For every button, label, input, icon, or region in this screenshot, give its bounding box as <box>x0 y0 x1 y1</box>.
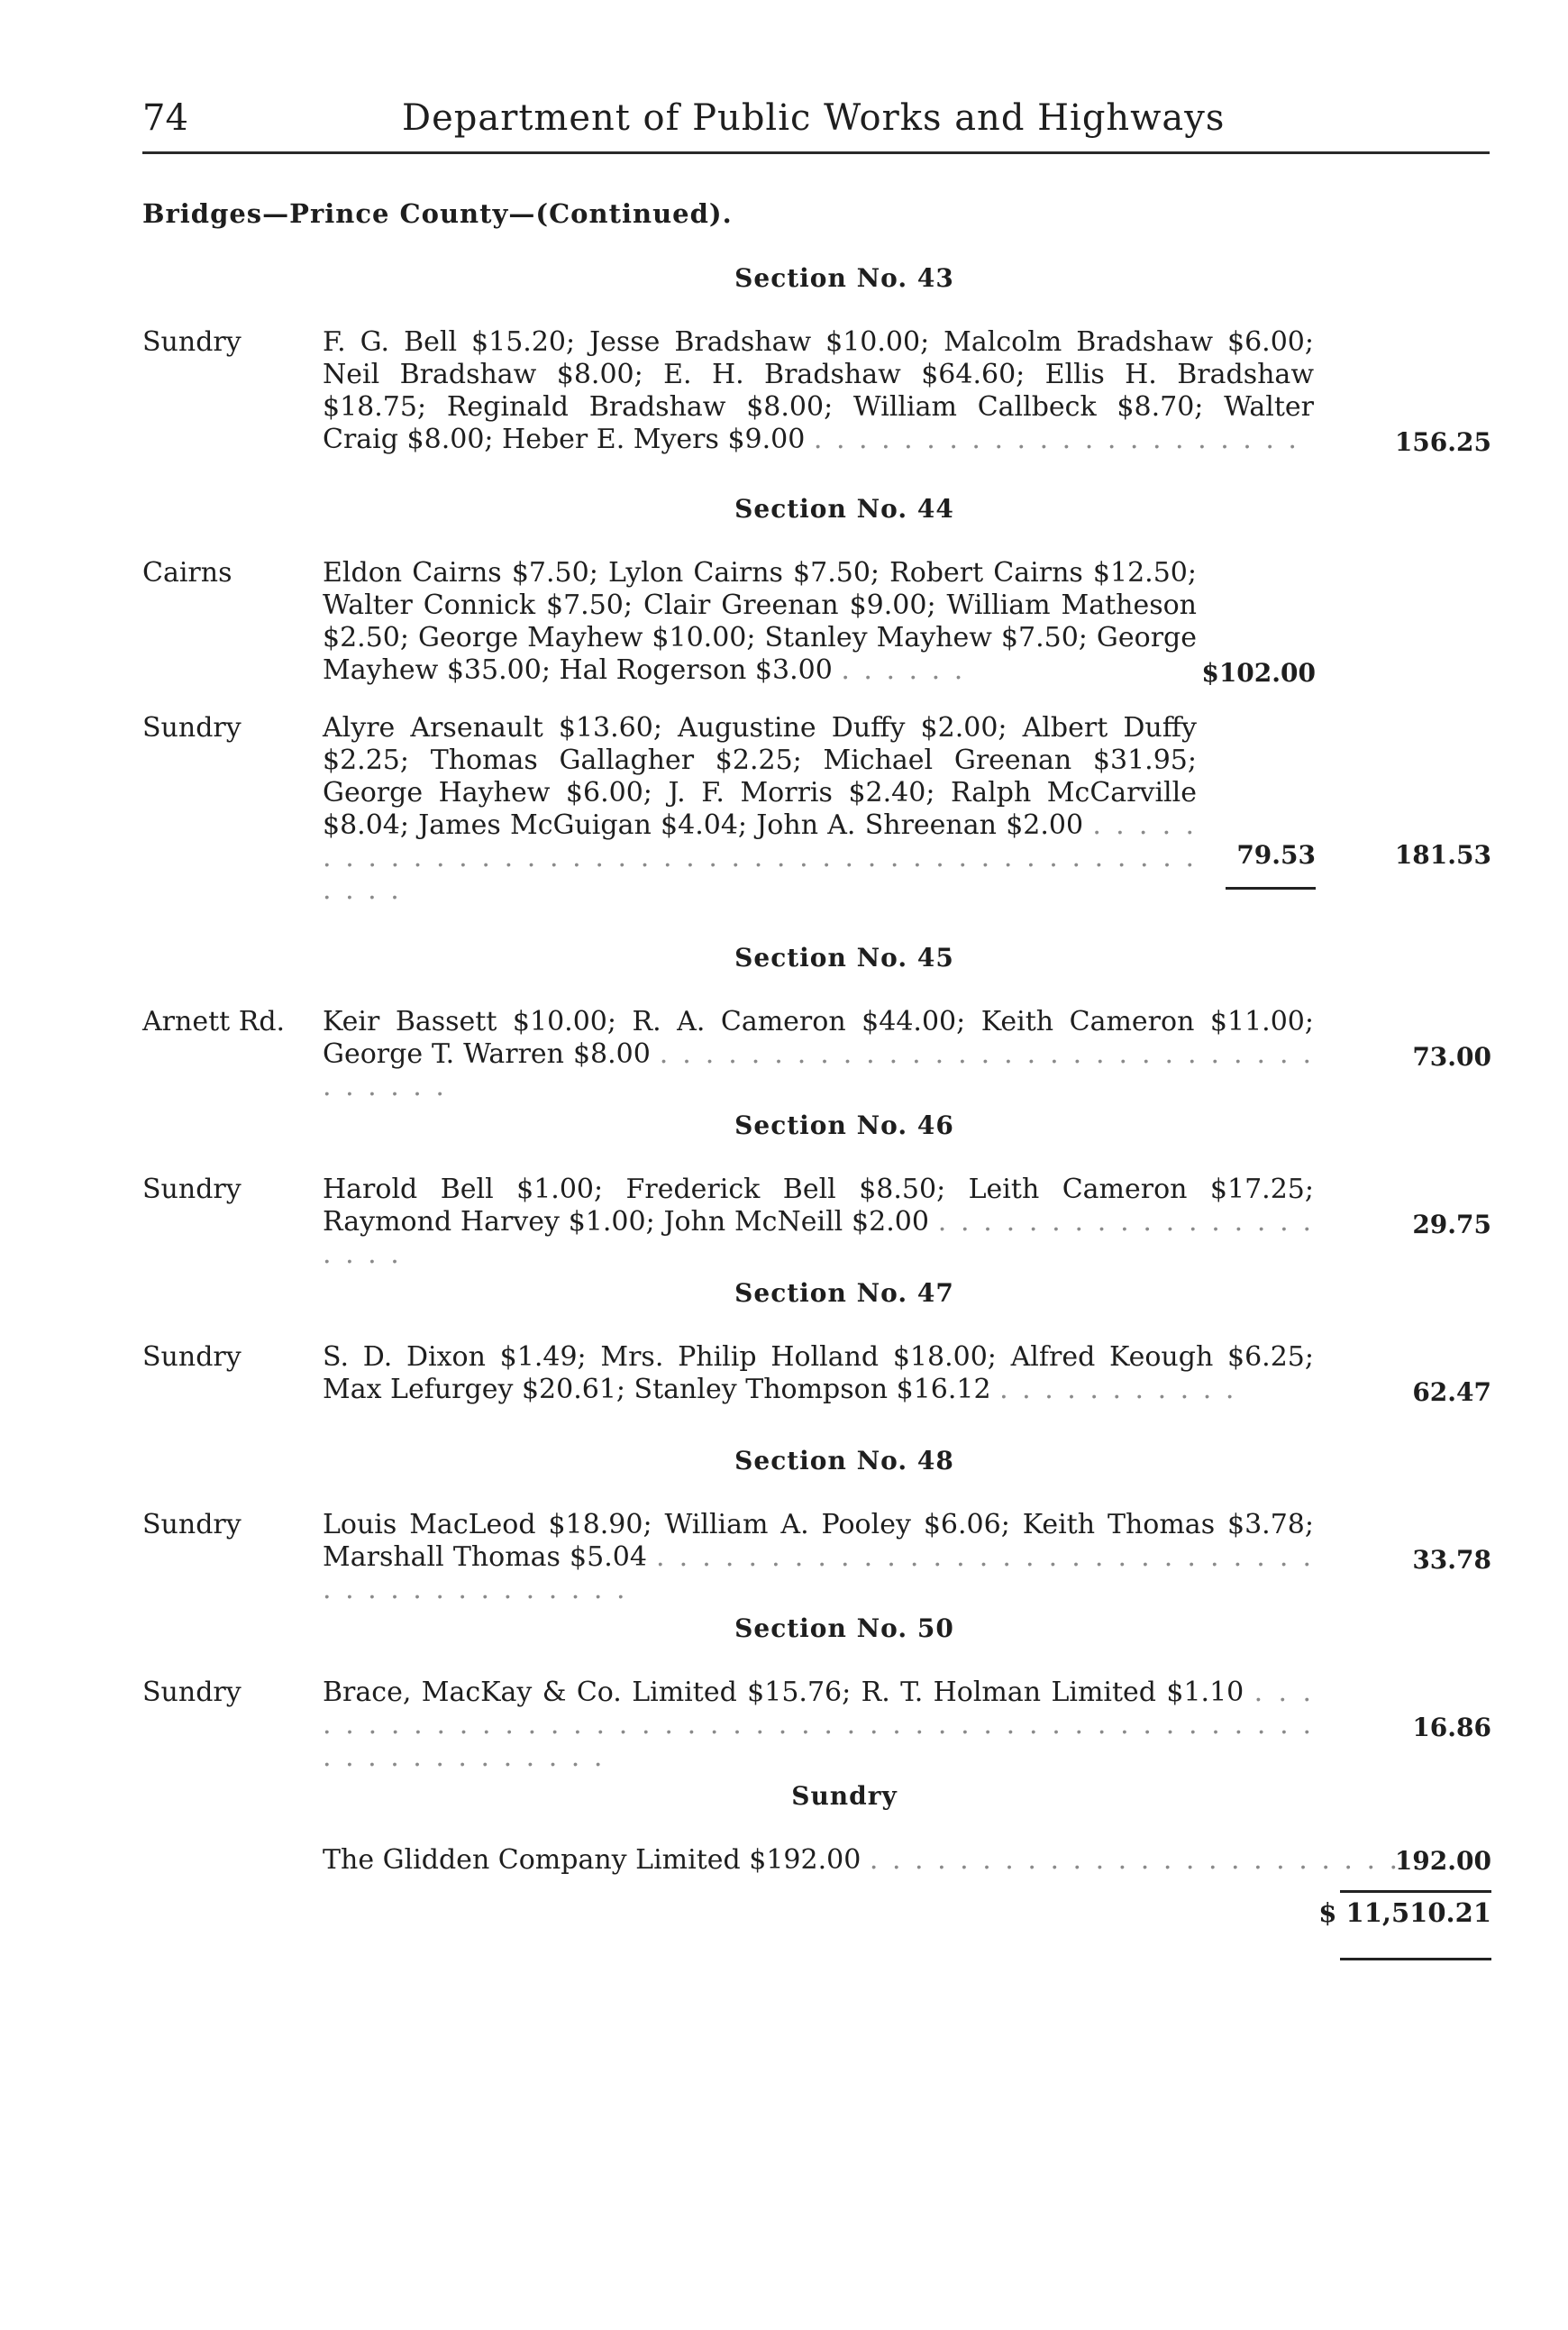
entry-text: F. G. Bell $15.20; Jesse Bradshaw $10.00; Malcolm Bradshaw $6.00; Neil Bradshaw $8.00; E. H. Bradshaw $64.60; Ellis H. Bradshaw $18.75; Reginald Bradshaw $8.00; William Callbeck $8.70; Walter Craig $8.00; Heber E. Myers $9.00 . . . . . . . . . . . . . . . . . . . . . . <box>323 326 1314 455</box>
entry-text: Eldon Cairns $7.50; Lylon Cairns $7.50; Robert Cairns $12.50; Walter Connick $7.50; Clair Greenan $9.00; William Matheson $2.50; George Mayhew $10.00; Stanley Mayhew $7.50; George Mayhew $35.00; Hal Rogerson $3.00 . . . . . . <box>323 557 1197 686</box>
section-heading-47: Section No. 47 <box>734 1278 954 1308</box>
page-header <box>142 90 1490 144</box>
entry-label: Sundry <box>142 1677 242 1708</box>
dot-leader: . . . . . . . . . . . . . . . . . . . . . . . . . . . . . . . . . . . . . . . . . . . . . . . . <box>323 809 1198 906</box>
entry-text: Louis MacLeod $18.90; William A. Pooley $6.06; Keith Thomas $3.78; Marshall Thomas $5.04 . . . . . . . . . . . . . . . . . . . . . . . . . . . . . . . . . . . . . . . . . . . <box>323 1509 1314 1605</box>
section-heading-46: Section No. 46 <box>734 1110 954 1140</box>
section-total: 33.78 <box>1412 1545 1491 1575</box>
dot-leader: . . . . . . . . . . . . . . . . . . . . . . . . . . . . . . . . . . . . . . . . . . . <box>323 1541 1314 1605</box>
grand-total-top-rule <box>1340 1890 1491 1893</box>
entry-label: Sundry <box>142 1509 242 1540</box>
section-total: 29.75 <box>1412 1210 1491 1239</box>
entry-text: Brace, MacKay & Co. Limited $15.76; R. T. Holman Limited $1.10 . . . . . . . . . . . . . . . . . . . . . . . . . . . . . . . . . . . . . . . . . . . . . . . . . . . . . . . . . . . . <box>323 1677 1314 1773</box>
entry-label: Sundry <box>142 1341 242 1373</box>
sundry-total: 192.00 <box>1394 1846 1491 1876</box>
entry-label: Sundry <box>142 1174 242 1205</box>
page-number: 74 <box>142 97 188 139</box>
continued-heading: Bridges—Prince County—(Continued). <box>142 198 733 229</box>
section-heading-43: Section No. 43 <box>734 263 954 293</box>
entry-label: Cairns <box>142 557 232 589</box>
entry-label: Sundry <box>142 326 242 358</box>
dot-leader: . . . . . . . . . . . . . . . . . . . . . . <box>813 424 1299 455</box>
header-rule <box>142 151 1490 154</box>
entry-text: S. D. Dixon $1.49; Mrs. Philip Holland $18.00; Alfred Keough $6.25; Max Lefurgey $20.61; Stanley Thompson $16.12 . . . . . . . . . . . <box>323 1341 1314 1405</box>
sundry-line: The Glidden Company Limited $192.00 . . . . . . . . . . . . . . . . . . . . . . . . . <box>323 1844 1424 1876</box>
grand-total: $ 11,510.21 <box>1318 1897 1491 1928</box>
entry-label: Arnett Rd. <box>142 1006 286 1037</box>
dot-leader: . . . . . . <box>841 654 966 686</box>
section-total: 181.53 <box>1394 840 1491 870</box>
section-heading-48: Section No. 48 <box>734 1446 954 1476</box>
dot-leader: . . . . . . . . . . . . . . . . . . . . . <box>323 1206 1314 1270</box>
dot-leader: . . . . . . . . . . . . . . . . . . . . . . . . . . . . . . . . . . . . . . . . . . . . . . . . . . . . . . . . . . . . <box>323 1677 1314 1773</box>
section-total: 62.47 <box>1412 1377 1491 1407</box>
dot-leader: . . . . . . . . . . . <box>999 1374 1237 1405</box>
sub-amount: $102.00 <box>1201 658 1316 688</box>
sub-amount: 79.53 <box>1236 840 1316 870</box>
entry-label: Sundry <box>142 712 242 744</box>
section-total: 73.00 <box>1412 1042 1491 1072</box>
section-heading-50: Section No. 50 <box>734 1613 954 1643</box>
section-total: 16.86 <box>1412 1713 1491 1742</box>
dot-leader: . . . . . . . . . . . . . . . . . . . . . . . . . . . . . . . . . . . <box>323 1038 1314 1102</box>
section-heading-45: Section No. 45 <box>734 943 954 973</box>
grand-total-bottom-rule <box>1340 1958 1491 1960</box>
section-heading-44: Section No. 44 <box>734 494 954 524</box>
entry-text: Harold Bell $1.00; Frederick Bell $8.50; Leith Cameron $17.25; Raymond Harvey $1.00; John McNeill $2.00 . . . . . . . . . . . . . . . . . . . . . <box>323 1174 1314 1270</box>
subtotal-rule <box>1226 887 1316 890</box>
dot-leader: . . . . . . . . . . . . . . . . . . . . . . . . . <box>869 1844 1424 1876</box>
section-total: 156.25 <box>1394 427 1491 457</box>
entry-text: Alyre Arsenault $13.60; Augustine Duffy $2.00; Albert Duffy $2.25; Thomas Gallagher $2.25; Michael Greenan $31.95; George Hayhew $6.00; J. F. Morris $2.40; Ralph McCarville $8.04; James McGuigan $4.04; John A. Shreenan $2.00 . . . . . . . . . . . . . . . . . . . . . . . . . . . . . . . . . . . . . . . . . . . . . . . . <box>323 712 1198 906</box>
entry-text: Keir Bassett $10.00; R. A. Cameron $44.00; Keith Cameron $11.00; George T. Warren $8.00 . . . . . . . . . . . . . . . . . . . . . . . . . . . . . . . . . . . <box>323 1006 1314 1102</box>
sundry-heading: Sundry <box>791 1781 898 1811</box>
page-title: Department of Public Works and Highways <box>402 97 1226 139</box>
